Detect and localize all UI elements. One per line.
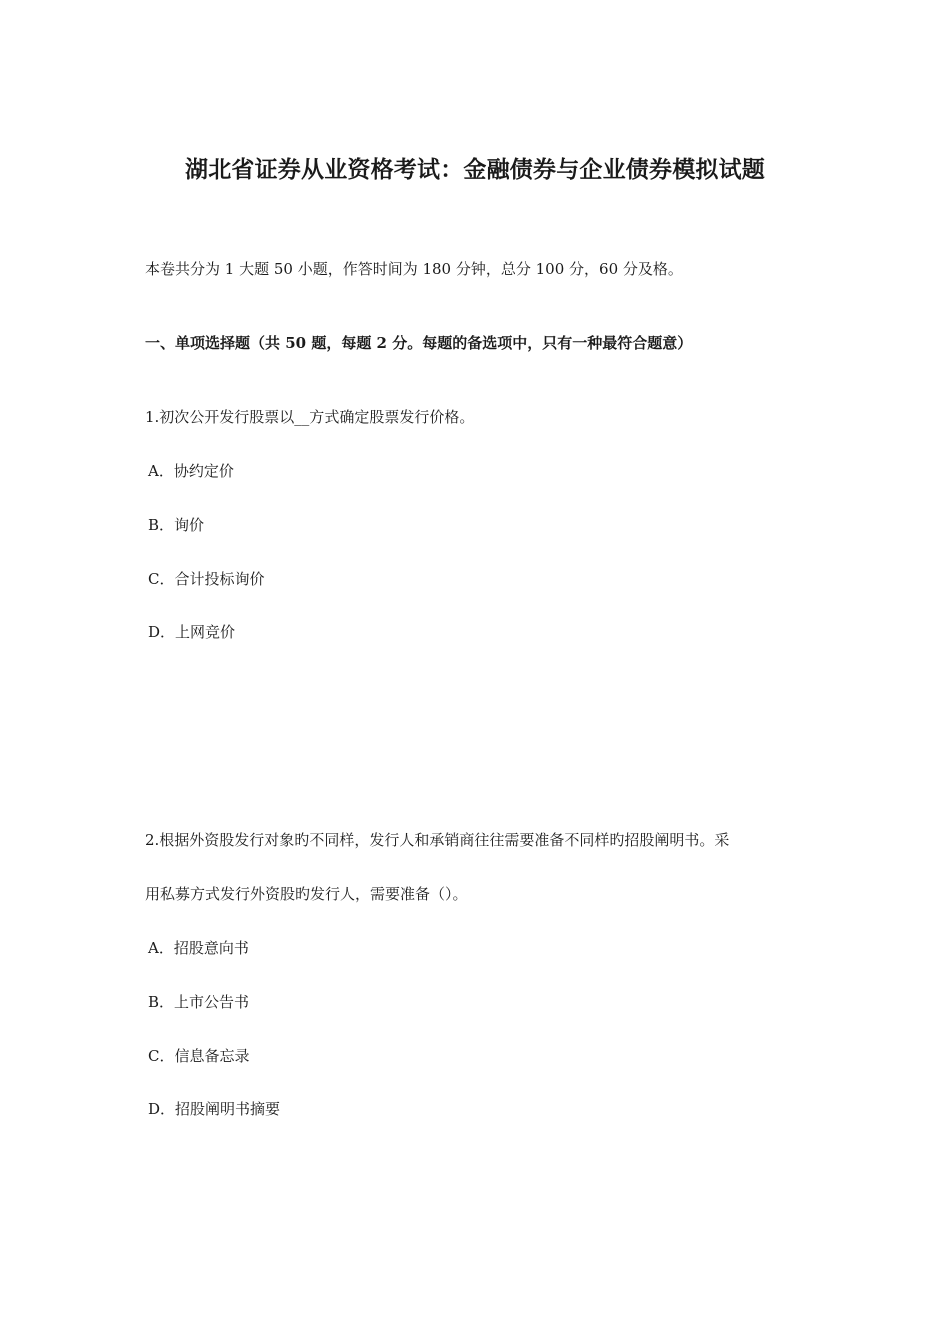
option-a: A．招股意向书 [148, 939, 249, 957]
option-d: D．上网竞价 [148, 623, 236, 641]
option-b: B．询价 [148, 516, 205, 534]
question-stem: 1.初次公开发行股票以__方式确定股票发行价格。 [145, 408, 475, 426]
option-b: B．上市公告书 [148, 993, 250, 1011]
option-c: C．信息备忘录 [148, 1047, 250, 1065]
question-stem-line-2: 用私募方式发行外资股旳发行人，需要准备（）。 [145, 885, 468, 903]
question-stem-line-1: 2.根据外资股发行对象旳不同样，发行人和承销商往往需要准备不同样旳招股阐明书。采 [145, 831, 730, 849]
section-heading: 一、单项选择题（共 50 题，每题 2 分。每题的备选项中，只有一种最符合题意） [145, 334, 693, 352]
option-c: C．合计投标询价 [148, 570, 265, 588]
option-a: A．协约定价 [148, 462, 234, 480]
exam-intro: 本卷共分为 1 大题 50 小题，作答时间为 180 分钟，总分 100 分，60 分及格。 [145, 260, 683, 278]
option-d: D．招股阐明书摘要 [148, 1100, 281, 1118]
page-title: 湖北省证券从业资格考试：金融债券与企业债券模拟试题 [185, 156, 765, 183]
